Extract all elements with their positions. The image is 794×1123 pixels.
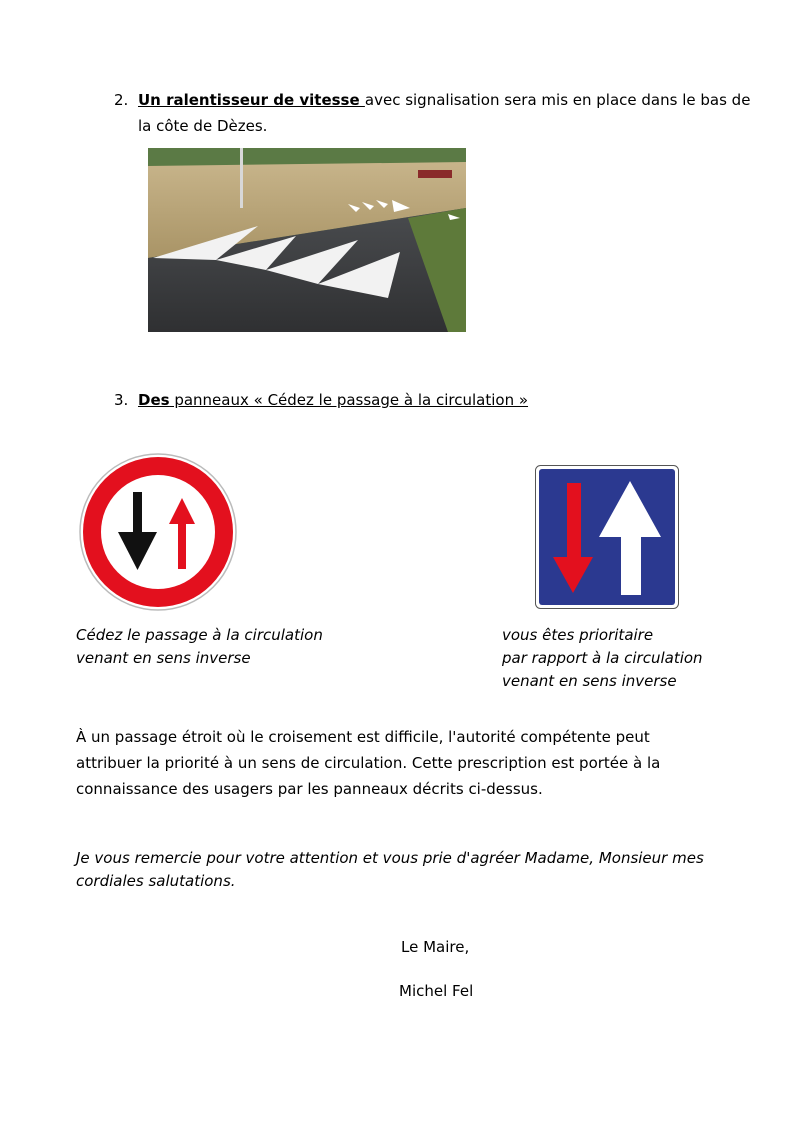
speed-bump-heading: Un ralentisseur de vitesse <box>138 91 365 109</box>
road-photo-illustration <box>148 148 466 332</box>
closing-line: Je vous remercie pour votre attention et vous prie d'agréer Madame, Monsieur mes <box>76 849 704 867</box>
signs-heading <box>138 388 528 412</box>
priority-over-oncoming-icon <box>535 465 679 609</box>
caption-line: par rapport à la circulation <box>502 649 703 667</box>
speed-bump-photo <box>148 148 466 332</box>
caption-line: Cédez le passage à la circulation <box>76 626 323 644</box>
give-way-oncoming-sign <box>78 452 238 612</box>
caption-line: vous êtes prioritaire <box>502 626 654 644</box>
paragraph-line: À un passage étroit où le croisement est difficile, l'autorité compétente peut <box>76 728 650 746</box>
list-number: 2. <box>114 91 129 109</box>
list-item-line-2: la côte de Dèzes. <box>138 117 268 135</box>
give-way-oncoming-icon <box>78 452 238 612</box>
caption-line: venant en sens inverse <box>76 649 251 667</box>
closing-paragraph <box>76 847 704 893</box>
signature-title: Le Maire, <box>401 938 470 956</box>
right-sign-caption <box>502 624 703 693</box>
closing-line: cordiales salutations. <box>76 872 236 890</box>
signature-name: Michel Fel <box>399 982 474 1000</box>
list-item-line-1 <box>138 88 750 112</box>
priority-over-oncoming-sign <box>535 465 679 609</box>
list-item-text: avec signalisation sera mis en place dans le bas de <box>364 91 751 109</box>
signs-heading-bold: Des <box>138 391 170 409</box>
explanation-paragraph <box>76 724 660 802</box>
paragraph-line: connaissance des usagers par les panneaux décrits ci-dessus. <box>76 780 543 798</box>
paragraph-line: attribuer la priorité à un sens de circulation. Cette prescription est portée à la <box>76 754 661 772</box>
caption-line: venant en sens inverse <box>502 672 677 690</box>
signs-heading-text: panneaux « Cédez le passage à la circulation » <box>169 391 529 409</box>
list-number: 3. <box>114 391 129 409</box>
left-sign-caption <box>76 624 323 670</box>
